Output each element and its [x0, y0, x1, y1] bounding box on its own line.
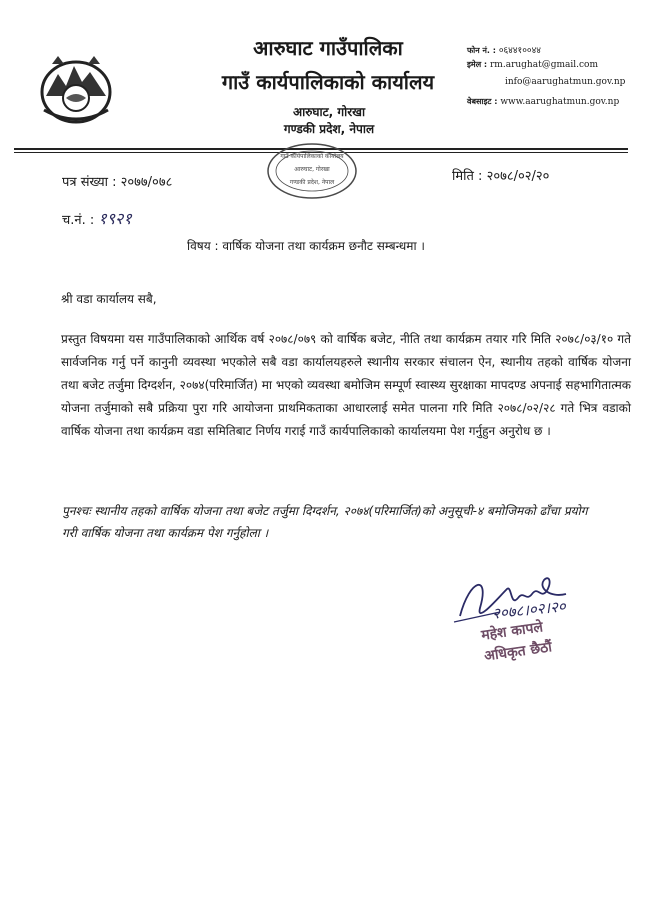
- phone-value: ०६४४१००४४: [498, 46, 541, 56]
- svg-text:गण्डकी प्रदेश, नेपाल: गण्डकी प्रदेश, नेपाल: [289, 179, 335, 186]
- letter-body: प्रस्तुत विषयमा यस गाउँपालिकाको आर्थिक वर्ष २०७८/०७९ को वार्षिक बजेट, नीति तथा कार्यक्रम तयार गरि मिति २०७८/०३/१० गते सार्वजनिक गर्नु पर्ने कानुनी व्यवस्था भएकोले सबै वडा कार्यालयहरुले स्थानीय सरकार संचालन ऐन, स्थानीय तहको वार्षिक योजना तथा बजेट तर्जुमा दिग्दर्शन, २०७४(परिमार्जित) मा भएको व्यवस्था बमोजिम सम्पूर्ण स्वास्थ्य सुरक्षाका मापदण्ड अपनाई सहभागितात्मक योजना तर्जुमाको सबै प्रक्रिया पुरा गरि आयोजना प्राथमिकताका आधारलाई समेत पालना गरि मिति २०७८/०२/२८ गते भित्र वडाको वार्षिक योजना तथा कार्यक्रम वडा समितिबाट निर्णय गराई गाउँ कार्यपालिकाको कार्यालयमा पेश गर्नुहुन अनुरोध छ ।: [61, 332, 631, 438]
- website-label: वेबसाइट :: [467, 97, 498, 106]
- nepal-emblem-icon: [36, 52, 116, 126]
- officer-name: महेश कापले: [480, 619, 544, 644]
- salutation: श्री वडा कार्यालय सबै,: [61, 292, 157, 306]
- contact-website: [467, 96, 619, 107]
- office-name: गाउँ कार्यपालिकाको कार्यालय: [221, 70, 435, 94]
- phone-label: फोन नं. :: [467, 46, 496, 55]
- letter-subject: विषय : वार्षिक योजना तथा कार्यक्रम छनौट सम्बन्धमा ।: [187, 239, 425, 253]
- contact-email: [467, 59, 598, 70]
- email-value-1[interactable]: rm.arughat@gmail.com: [490, 60, 598, 70]
- dispatch-number: [62, 207, 132, 229]
- letter-number: पत्र संख्या : २०७७/०७८: [62, 175, 173, 190]
- email-value-2[interactable]: info@aarughatmun.gov.np: [505, 77, 626, 87]
- dispatch-label: च.नं. :: [62, 213, 95, 228]
- address-line-1: आरुघाट, गोरखा: [292, 105, 366, 119]
- org-name: आरुघाट गाउँपालिका: [253, 36, 403, 60]
- officer-title: अधिकृत छैठौं: [483, 639, 553, 665]
- website-value[interactable]: www.aarughatmun.gov.np: [500, 97, 620, 107]
- signature-date: २०७८।०२।२०: [491, 597, 567, 623]
- email-label: इमेल :: [467, 60, 488, 69]
- address-line-2: गण्डकी प्रदेश, नेपाल: [283, 122, 375, 136]
- dispatch-value: १९२१: [98, 209, 132, 228]
- postscript: पुनश्चः स्थानीय तहको वार्षिक योजना तथा बजेट तर्जुमा दिग्दर्शन, २०७४(परिमार्जित)को अनुसूची-४ बमोजिमको ढाँचा प्रयोग गरी वार्षिक योजना तथा कार्यक्रम पेश गर्नुहोला ।: [62, 504, 588, 540]
- office-stamp-icon: [262, 140, 362, 202]
- svg-text:गाउँ कार्यपालिकाको कार्यालय: गाउँ कार्यपालिकाको कार्यालय: [280, 153, 344, 160]
- svg-text:आरुघाट, गोरखा: आरुघाट, गोरखा: [294, 166, 330, 173]
- letter-date: मिति : २०७८/०२/२०: [452, 169, 550, 184]
- contact-phone: [467, 43, 541, 56]
